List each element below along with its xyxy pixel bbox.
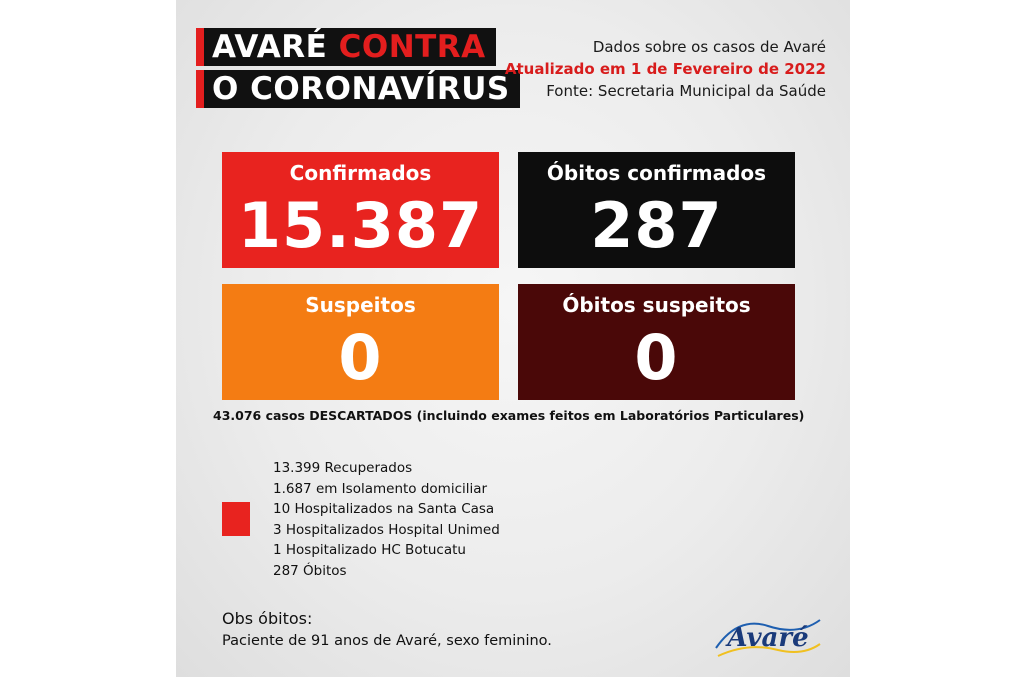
logo-text: Avaré — [727, 623, 809, 653]
obs-block — [222, 608, 552, 652]
info-heading: Dados sobre os casos de Avaré — [592, 38, 826, 56]
deaths-label: Óbitos confirmados — [546, 161, 767, 185]
title-line-1 — [196, 28, 496, 66]
suspected-deaths-value: 0 — [634, 321, 679, 394]
title-line-2: O CORONAVÍRUS — [196, 70, 520, 108]
deaths-card — [518, 152, 795, 268]
covid-bulletin-panel — [176, 0, 850, 677]
suspected-deaths-card — [518, 284, 795, 400]
suspected-deaths-label: Óbitos suspeitos — [562, 293, 751, 317]
confirmed-card — [222, 152, 499, 268]
legend-square — [222, 502, 250, 536]
suspected-value: 0 — [338, 321, 383, 394]
stat-deaths: 287 Óbitos — [273, 562, 347, 579]
stats-list — [273, 458, 500, 581]
info-block — [505, 36, 826, 102]
left-margin — [0, 0, 176, 677]
suspected-label: Suspeitos — [305, 293, 416, 317]
obs-heading: Obs óbitos: — [222, 609, 313, 628]
title-part-1: AVARÉ — [212, 29, 339, 65]
obs-text: Paciente de 91 anos de Avaré, sexo feminino. — [222, 633, 552, 649]
stat-unimed: 3 Hospitalizados Hospital Unimed — [273, 521, 500, 538]
avare-logo — [708, 606, 828, 666]
right-margin — [850, 0, 1024, 677]
updated-date: Atualizado em 1 de Fevereiro de 2022 — [504, 60, 826, 78]
deaths-value: 287 — [590, 189, 723, 262]
stat-recovered: 13.399 Recuperados — [273, 460, 413, 476]
suspected-card — [222, 284, 499, 400]
confirmed-value: 15.387 — [237, 189, 484, 262]
title-part-2: CONTRA — [338, 29, 486, 65]
stat-santa-casa: 10 Hospitalizados na Santa Casa — [273, 501, 495, 517]
stat-hc-botucatu: 1 Hospitalizado HC Botucatu — [273, 542, 466, 558]
stat-isolation: 1.687 em Isolamento domiciliar — [273, 480, 488, 497]
confirmed-label: Confirmados — [289, 161, 432, 185]
discarded-text: 43.076 casos DESCARTADOS (incluindo exames feitos em Laboratórios Particulares) — [213, 408, 805, 423]
info-source: Fonte: Secretaria Municipal da Saúde — [546, 82, 826, 100]
